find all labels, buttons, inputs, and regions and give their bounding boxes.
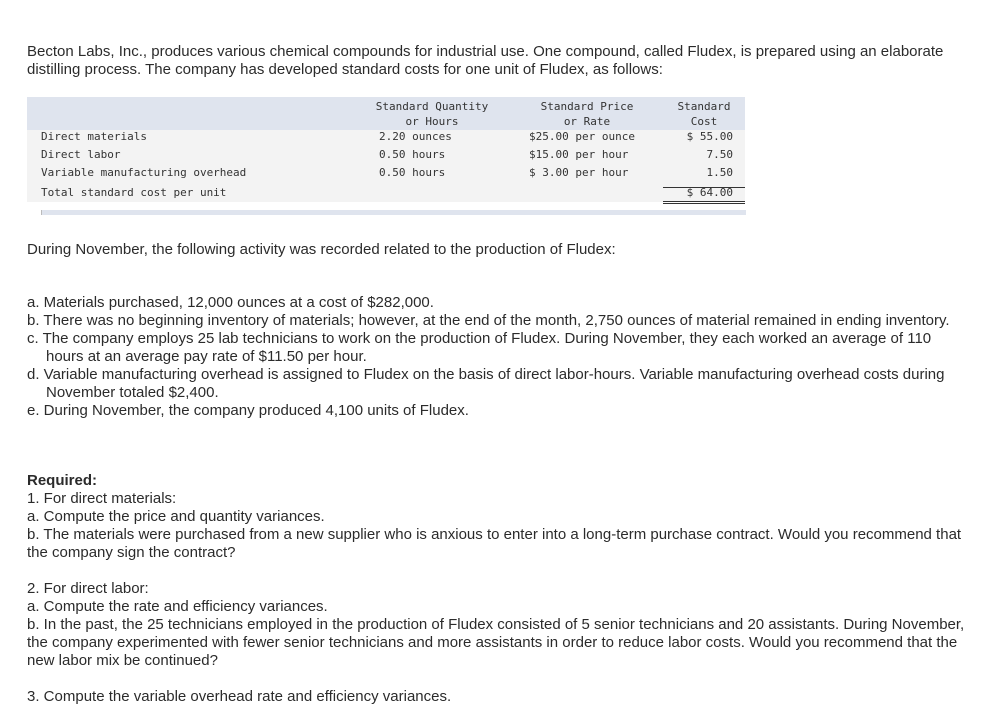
- during-november-paragraph: During November, the following activity was recorded related to the production of Fludex:: [27, 241, 616, 258]
- header-qty-line1: Standard Quantity: [375, 100, 489, 113]
- intro-paragraph: Becton Labs, Inc., produces various chemical compounds for industrial use. One compound, called Fludex, is prepared using an elaborate distilling process. The company has developed standard costs for one unit of Fludex, as follows:: [27, 43, 944, 78]
- row-cost-direct-materials: $ 55.00: [686, 130, 733, 143]
- header-price-line2: or Rate: [563, 115, 611, 128]
- activity-list: [27, 294, 967, 420]
- activity-item-c: c. The company employs 25 lab technicians to work on the production of Fludex. During November, they each worked an average of 110 hours at an average pay rate of $11.50 per hour.: [27, 330, 932, 365]
- row-price-variable-overhead: $ 3.00 per hour: [529, 166, 629, 179]
- row-qty-variable-overhead: 0.50 hours: [379, 166, 446, 179]
- row-label-direct-labor: Direct labor: [41, 148, 121, 161]
- table-bottom-strip: [41, 210, 746, 215]
- activity-item-e: e. During November, the company produced 4,100 units of Fludex.: [27, 402, 469, 419]
- row-label-direct-materials: Direct materials: [41, 130, 147, 143]
- header-cost-line2: Cost: [690, 115, 718, 128]
- row-cost-direct-labor: 7.50: [706, 148, 733, 161]
- question-2b: b. In the past, the 25 technicians employed in the production of Fludex consisted of 5 senior technicians and 20 assistants. During November, the company experimented with fewer senior technicians and more assistants in order to reduce labor costs. Would you recommend that the new labor mix be continued?: [27, 616, 965, 669]
- row-cost-total: $ 64.00: [686, 186, 733, 199]
- row-label-variable-overhead: Variable manufacturing overhead: [41, 166, 247, 179]
- row-qty-direct-materials: 2.20 ounces: [379, 130, 452, 143]
- activity-item-b: b. There was no beginning inventory of materials; however, at the end of the month, 2,750 ounces of material remained in ending inventory.: [27, 312, 950, 329]
- header-cost-line1: Standard: [677, 100, 731, 113]
- activity-item-d: d. Variable manufacturing overhead is assigned to Fludex on the basis of direct labor-hours. Variable manufacturing overhead costs during November totaled $2,400.: [27, 366, 945, 401]
- spacer: [27, 562, 967, 580]
- total-double-rule-top: [663, 201, 745, 202]
- question-3: 3. Compute the variable overhead rate and efficiency variances.: [27, 688, 452, 705]
- total-double-rule-bottom: [663, 203, 745, 204]
- question-2a: a. Compute the rate and efficiency variances.: [27, 598, 328, 615]
- question-1b: b. The materials were purchased from a new supplier who is anxious to enter into a long-term purchase contract. Would you recommend that the company sign the contract?: [27, 526, 962, 561]
- row-price-direct-materials: $25.00 per ounce: [529, 130, 635, 143]
- header-qty-line2: or Hours: [405, 115, 459, 128]
- header-price-line1: Standard Price: [540, 100, 634, 113]
- activity-item-a: a. Materials purchased, 12,000 ounces at a cost of $282,000.: [27, 294, 434, 311]
- required-section: [27, 472, 967, 706]
- spacer: [27, 670, 967, 688]
- required-heading: Required:: [27, 472, 98, 489]
- row-qty-direct-labor: 0.50 hours: [379, 148, 446, 161]
- row-label-total: Total standard cost per unit: [41, 186, 227, 199]
- row-cost-variable-overhead: 1.50: [706, 166, 733, 179]
- question-2: 2. For direct labor:: [27, 580, 149, 597]
- question-1: 1. For direct materials:: [27, 490, 177, 507]
- question-1a: a. Compute the price and quantity variances.: [27, 508, 325, 525]
- row-price-direct-labor: $15.00 per hour: [529, 148, 629, 161]
